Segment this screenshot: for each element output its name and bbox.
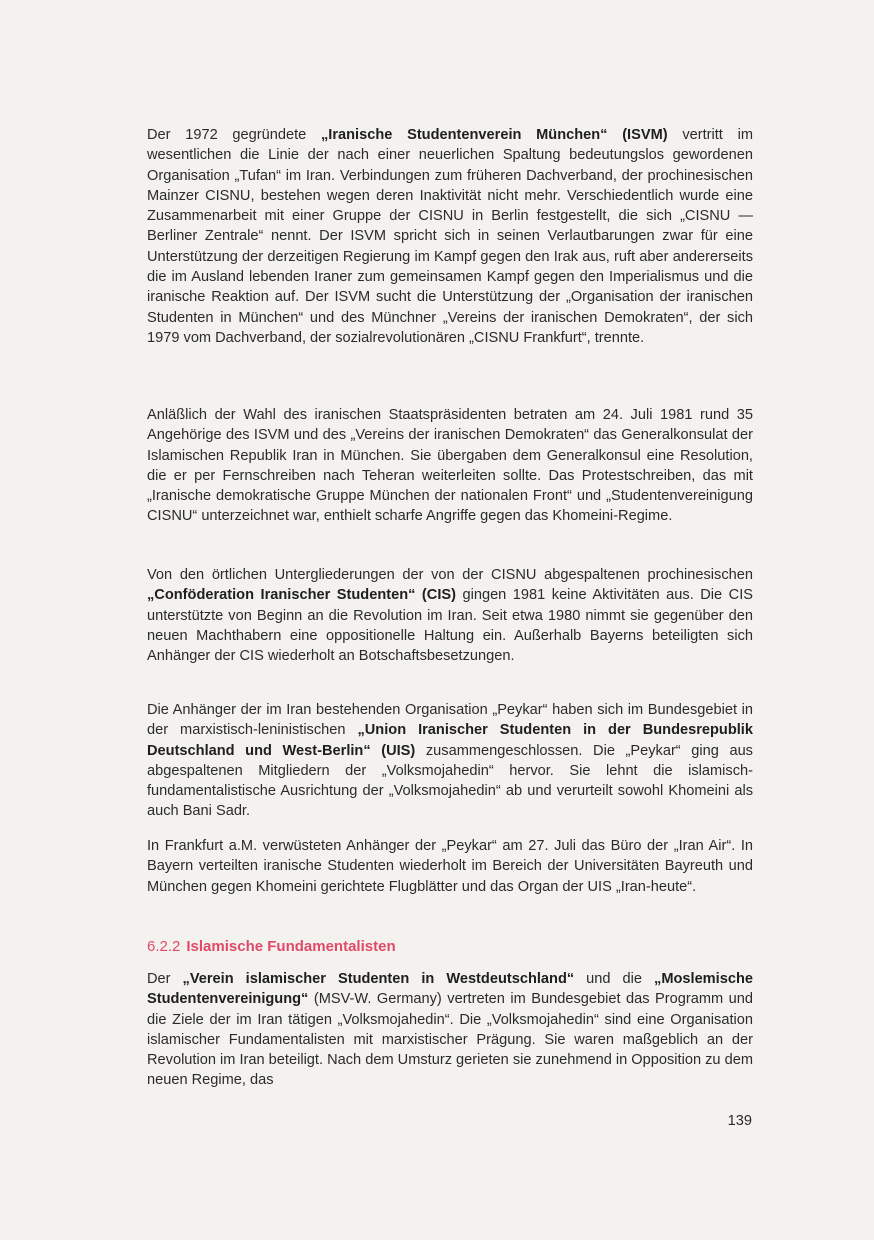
paragraph-fundamentalists	[147, 969, 753, 1091]
paragraph-frankfurt	[147, 836, 753, 897]
paragraph-text: Der	[147, 971, 183, 987]
bold-org-name: „Verein islamischer Studenten in Westdeutschland“	[182, 971, 575, 987]
paragraph-text: Die Anhänger der im Iran bestehenden Organisation „Peykar“ haben sich im Bundesgebiet in der marxistisch-leninistischen	[147, 702, 753, 739]
paragraph-text: Von den örtlichen Untergliederungen der von der CISNU abgespaltenen prochinesischen	[147, 567, 753, 583]
section-number: 6.2.2	[147, 938, 181, 955]
bold-org-name: „Union Iranischer Studenten in der Bundesrepublik Deutschland und West-Berlin“ (UIS)	[147, 722, 753, 759]
paragraph-text: gingen 1981 keine Aktivitäten aus. Die CIS unterstützte von Beginn an die Revolution im Iran. Seit etwa 1980 nimmt sie gegenüber den neuen Machthabern eine oppositionelle Haltung ein. Außerhalb Bayerns beteiligten sich Anhänger der CIS wiederholt an Botschaftsbesetzungen.	[147, 587, 753, 665]
bold-org-name: „Moslemische Studentenvereinigung“	[147, 971, 753, 1008]
section-heading	[147, 937, 753, 957]
paragraph-text: Der 1972 gegründete	[147, 127, 321, 143]
paragraph-cis	[147, 565, 753, 666]
paragraph-text: Anläßlich der Wahl des iranischen Staatspräsidenten betraten am 24. Juli 1981 rund 35 Angehörige des ISVM und des „Vereins der iranischen Demokraten“ das Generalkonsulat der Islamischen Republik Iran in München. Sie übergaben dem Generalkonsul eine Resolution, die er per Fernschreiben nach Teheran weiterleiten sollte. Das Protestschreiben, das mit „Iranische demokratische Gruppe München der nationalen Front“ und „Studentenvereinigung CISNU“ unterzeichnet war, enthielt scharfe Angriffe gegen das Khomeini-Regime.	[147, 407, 753, 525]
paragraph-consulate	[147, 405, 753, 527]
paragraph-isvm	[147, 125, 753, 348]
bold-org-name: „Conföderation Iranischer Studenten“ (CIS)	[147, 587, 456, 604]
paragraph-text: In Frankfurt a.M. verwüsteten Anhänger der „Peykar“ am 27. Juli das Büro der „Iran Air“. In Bayern verteilten iranische Studenten wiederholt im Bereich der Universitäten Bayreuth und München gegen Khomeini gerichtete Flugblätter und das Organ der UIS „Iran-heute“.	[147, 838, 753, 895]
paragraph-text: vertritt im wesentlichen die Linie der nach einer neuerlichen Spaltung bedeutungslos gewordenen Organisation „Tufan“ im Iran. Verbindungen zum früheren Dachverband, der prochinesischen Mainzer CISNU, bestehen wegen deren Inaktivität nicht mehr. Verschiedentlich wurde eine Zusammenarbeit mit einer Gruppe der CISNU in Berlin festgestellt, die sich „CISNU — Berliner Zentrale“ nennt. Der ISVM spricht sich in seinen Verlautbarungen zwar für eine Unterstützung der derzeitigen Regierung im Kampf gegen den Irak aus, ruft aber andererseits die im Ausland lebenden Iraner zum gemeinsamen Kampf gegen den Imperialismus und die iranische Reaktion auf. Der ISVM sucht die Unterstützung der „Organisation der iranischen Studenten in München“ und des Münchner „Vereins der iranischen Demokraten“, der sich 1979 vom Dachverband, der sozialrevolutionären „CISNU Frankfurt“, trennte.	[147, 127, 753, 346]
paragraph-text: und die	[574, 971, 655, 987]
section-title: Islamische Fundamentalisten	[186, 938, 396, 955]
paragraph-text: zusammengeschlossen. Die „Peykar“ ging aus abgespaltenen Mitgliedern der „Volksmojahedin“ hervor. Sie lehnt die islamisch-fundamentalistische Ausrichtung der „Volksmojahedin“ ab und verurteilt sowohl Khomeini als auch Bani Sadr.	[147, 742, 753, 820]
page-number: 139	[727, 1113, 752, 1129]
paragraph-uis	[147, 700, 753, 822]
bold-org-name: „Iranische Studentenverein München“ (ISVM)	[320, 127, 668, 143]
paragraph-text: (MSV-W. Germany) vertreten im Bundesgebiet das Programm und die Ziele der im Iran tätigen „Volksmojahedin“. Die „Volksmojahedin“ sind eine Organisation islamischer Fundamentalisten mit marxistischer Prägung. Sie waren maßgeblich an der Revolution im Iran beteiligt. Nach dem Umsturz gerieten sie zunehmend in Opposition zu dem neuen Regime, das	[147, 991, 753, 1089]
